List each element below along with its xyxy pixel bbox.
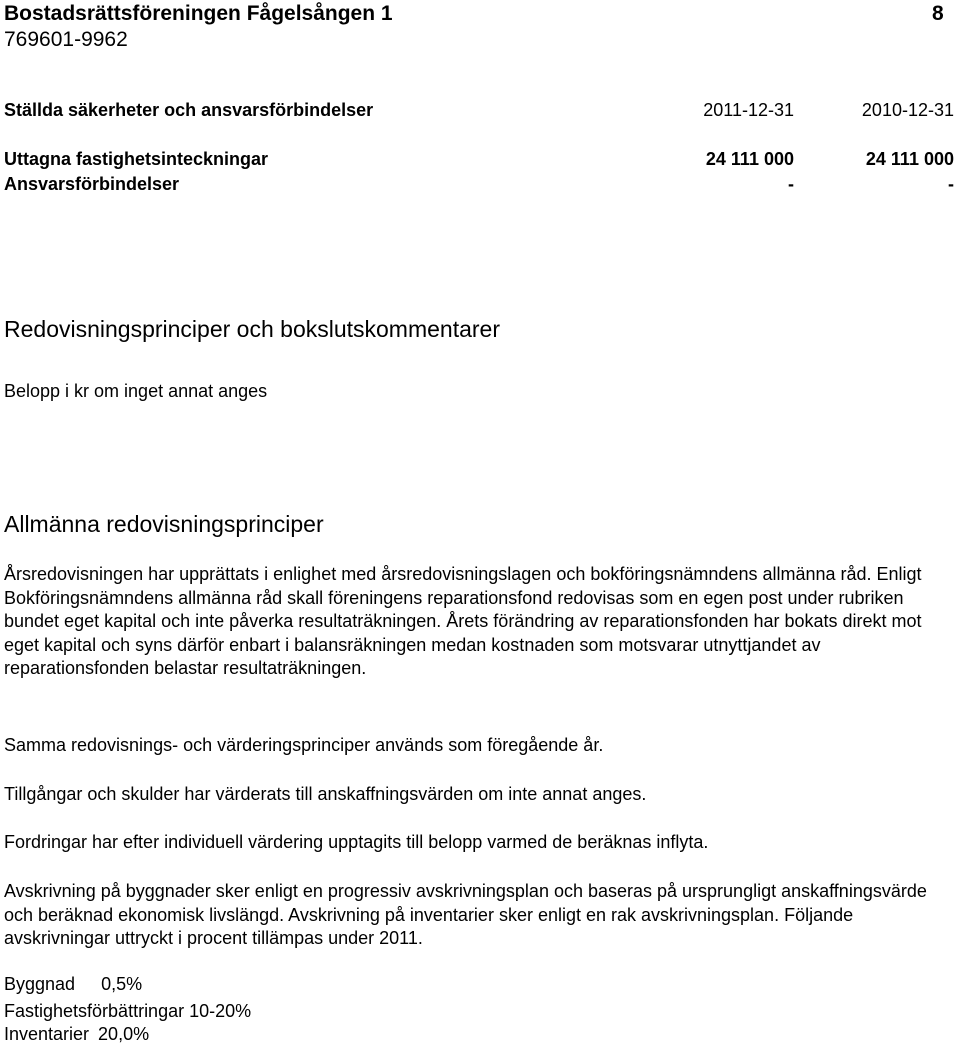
principles-title: Redovisningsprinciper och bokslutskommentarer (4, 316, 501, 342)
general-principles-title: Allmänna redovisningsprinciper (4, 511, 324, 537)
row-value-contingent-2010: - (948, 174, 954, 194)
depreciation-rate: 20,0% (98, 1024, 150, 1044)
row-label-mortgages: Uttagna fastighetsinteckningar (4, 149, 269, 169)
row-value-contingent-2011: - (788, 174, 794, 194)
row-label-contingent: Ansvarsförbindelser (4, 174, 180, 194)
pledged-title: Ställda säkerheter och ansvarsförbindelser (4, 100, 374, 120)
row-value-mortgages-2010: 24 111 000 (865, 149, 954, 169)
association-name: Bostadsrättsföreningen Fågelsången 1 (4, 2, 393, 25)
row-value-mortgages-2011: 24 111 000 (705, 149, 794, 169)
paragraph-same-principles: Samma redovisnings- och värderingsprinciper används som föregående år. (4, 735, 604, 755)
amount-note: Belopp i kr om inget annat anges (4, 381, 268, 401)
depreciation-label: Inventarier (4, 1024, 90, 1044)
depreciation-rate: 0,5% (101, 974, 143, 994)
org-number: 769601-9962 (4, 28, 128, 51)
depreciation-label: Byggnad (4, 974, 76, 994)
col-header-2011: 2011-12-31 (703, 100, 794, 120)
paragraph-annual-report: Årsredovisningen har upprättats i enlighet med årsredovisningslagen och bokföringsnämndens allmänna råd. Enligt Bokföringsnämndens allmänna råd skall föreningens reparationsfond redovisas som en egen post under rubriken bundet eget kapital och inte påverka resultaträkningen. Årets förändring av reparationsfonden har bokats direkt mot eget kapital och syns därför enbart i balansräkningen medan kostnaden som motsvarar utnyttjandet av reparationsfonden belastar resultaträkningen. (4, 564, 922, 679)
paragraph-assets-liabilities: Tillgångar och skulder har värderats till anskaffningsvärden om inte annat anges. (4, 784, 647, 804)
col-header-2010: 2010-12-31 (861, 100, 954, 120)
paragraph-receivables: Fordringar har efter individuell värdering upptagits till belopp varmed de beräknas inflyta. (4, 832, 709, 852)
depreciation-row-equipment (4, 1024, 149, 1045)
depreciation-row-improvements (4, 1001, 251, 1022)
depreciation-label: Fastighetsförbättringar (4, 1001, 185, 1021)
depreciation-rate: 10-20% (189, 1001, 252, 1021)
page-number: 8 (932, 2, 944, 25)
paragraph-depreciation: Avskrivning på byggnader sker enligt en progressiv avskrivningsplan och baseras på ursprungligt anskaffningsvärde och beräknad ekonomisk livslängd. Avskrivning på inventarier sker enligt en rak avskrivningsplan. Följande avskrivningar uttryckt i procent tillämpas under 2011. (4, 881, 927, 949)
depreciation-row-building (4, 974, 142, 995)
